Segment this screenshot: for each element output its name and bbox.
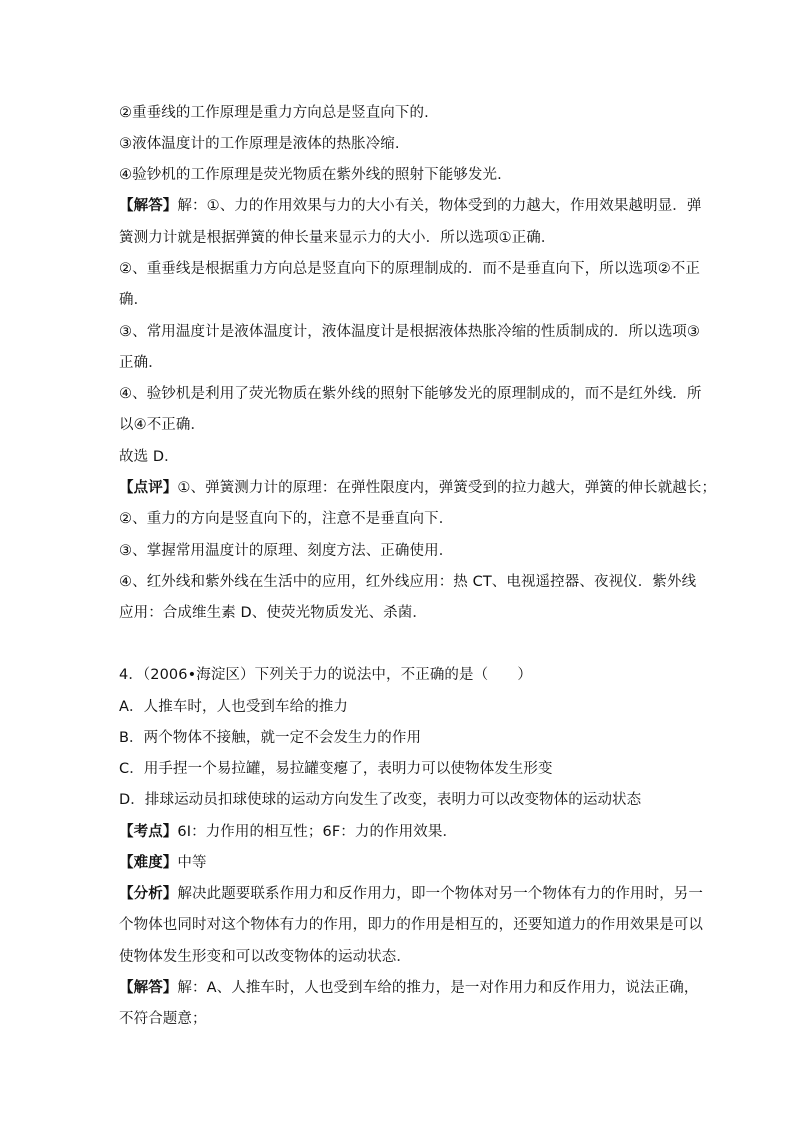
point-tag: 【考点】 [119, 824, 178, 840]
q4-answer-line-2: 不符合题意； [119, 1011, 207, 1027]
comment-text: ①、弹簧测力计的原理：在弹性限度内，弹簧受到的拉力越大，弹簧的伸长就越长； [177, 480, 717, 496]
option-c: C．用手捏一个易拉罐，易拉罐变瘪了，表明力可以使物体发生形变 [119, 761, 553, 777]
answer-line-1 [119, 196, 702, 216]
comment-line-1 [119, 478, 716, 498]
difficulty-line [119, 853, 207, 873]
q4-answer-tag: 【解答】 [119, 980, 178, 996]
comment-line-2: ②、重力的方向是竖直向下的，注意不是垂直向下． [119, 511, 454, 527]
difficulty-tag: 【难度】 [119, 855, 178, 871]
q4-answer-text: 解：A、人推车时，人也受到车给的推力，是一对作用力和反作用力，说法正确， [177, 980, 699, 996]
analysis-line-1 [119, 884, 703, 904]
choose-line: 故选 D． [119, 449, 179, 465]
answer-line-2: 簧测力计就是根据弹簧的伸长量来显示力的大小．所以选项①正确． [119, 230, 556, 246]
analysis-text: 解决此题要联系作用力和反作用力，即一个物体对另一个物体有力的作用时，另一 [177, 886, 704, 902]
answer-line-6: 正确． [119, 355, 163, 371]
option-a: A．人推车时，人也受到车给的推力 [119, 699, 349, 715]
difficulty-text: 中等 [177, 855, 207, 871]
answer-line-8: 以④不正确． [119, 417, 206, 433]
comment-tag: 【点评】 [119, 480, 178, 496]
answer-line-7: ④、验钞机是利用了荧光物质在紫外线的照射下能够发光的原理制成的，而不是红外线．所 [119, 386, 702, 402]
comment-line-5: 应用：合成维生素 D、使荧光物质发光、杀菌． [119, 605, 427, 621]
answer-line-4: 确． [119, 292, 149, 308]
q4-answer-line-1 [119, 978, 698, 998]
analysis-tag: 【分析】 [119, 886, 178, 902]
answer-line-5: ③、常用温度计是液体温度计，液体温度计是根据液体热胀冷缩的性质制成的．所以选项③ [119, 324, 700, 340]
premise-3: ③液体温度计的工作原理是液体的热胀冷缩. [119, 136, 400, 152]
premise-4: ④验钞机的工作原理是荧光物质在紫外线的照射下能够发光. [119, 167, 502, 183]
option-b: B．两个物体不接触，就一定不会发生力的作用 [119, 730, 422, 746]
premise-2: ②重垂线的工作原理是重力方向总是竖直向下的. [119, 105, 429, 121]
answer-tag: 【解答】 [119, 198, 178, 214]
analysis-line-2: 个物体也同时对这个物体有力的作用，即力的作用是相互的，还要知道力的作用效果是可以 [119, 917, 703, 933]
analysis-line-3: 使物体发生形变和可以改变物体的运动状态． [119, 949, 411, 965]
option-d: D．排球运动员扣球使球的运动方向发生了改变，表明力可以改变物体的运动状态 [119, 792, 642, 808]
question-4-stem: 4．（2006•海淀区）下列关于力的说法中，不正确的是（ ） [119, 667, 533, 683]
point-text: 6I：力作用的相互性；6F：力的作用效果． [177, 824, 458, 840]
comment-line-4: ④、红外线和紫外线在生活中的应用，红外线应用：热 CT、电视遥控器、夜视仪．紫外线 [119, 574, 697, 590]
point-line [119, 822, 457, 842]
answer-line-3: ②、重垂线是根据重力方向总是竖直向下的原理制成的．而不是垂直向下，所以选项②不正 [119, 261, 700, 277]
answer-text: 解：①、力的作用效果与力的大小有关，物体受到的力越大，作用效果越明显．弹 [177, 198, 702, 214]
comment-line-3: ③、掌握常用温度计的原理、刻度方法、正确使用． [119, 543, 454, 559]
